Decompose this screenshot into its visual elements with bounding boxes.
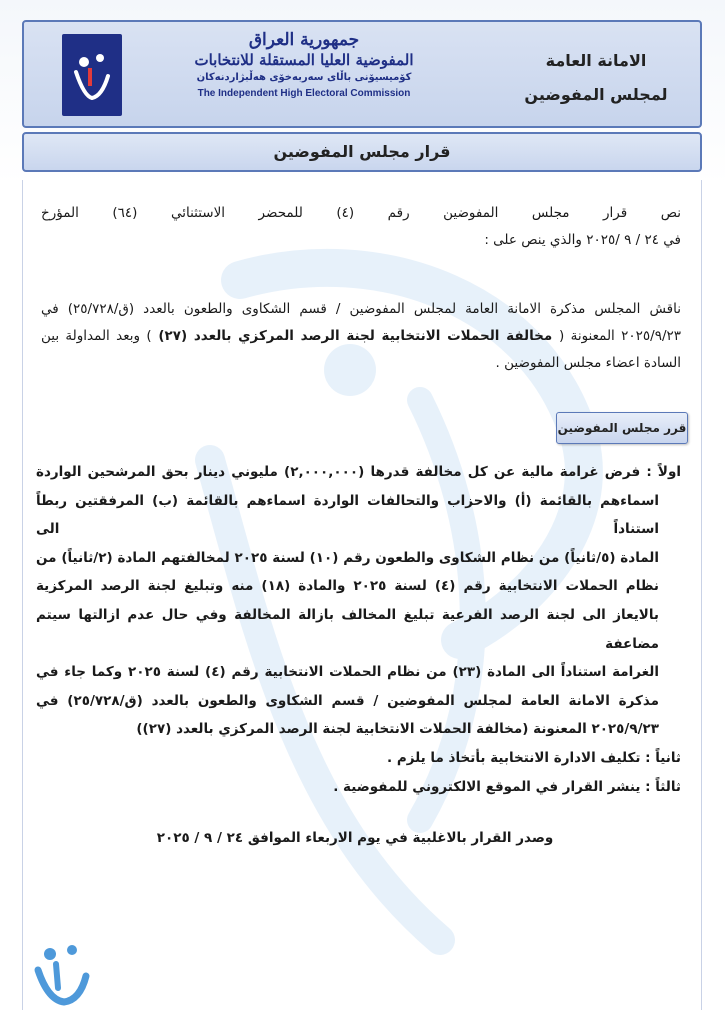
commission-emblem-icon — [62, 34, 122, 116]
item-first-line: الغرامة استناداً الى المادة (٢٣) من نظام الحملات الانتخابية رقم (٤) لسنة ٢٠٢٥ وكما جاء في — [36, 664, 659, 681]
commission-name — [134, 30, 474, 122]
item-first-line: مذكرة الامانة العامة لمجلس المفوضين / قسم الشكاوى والطعون بالعدد (ق/٢٥/٧٢٨) في — [36, 692, 660, 709]
country-name: جمهورية العراق — [248, 30, 360, 50]
decision-items — [36, 458, 681, 801]
paragraph-part2: ) وبعد المداولة بين السادة اعضاء مجلس المفوضين . — [41, 328, 681, 371]
commission-name-kurdish: كۆمیسیۆنی باڵای سەربەخۆی هەڵبژاردنەکان — [196, 72, 412, 83]
item-third: ثالثاً : ينشر القرار في الموقع الالكتروني للمفوضية . — [333, 778, 681, 795]
item-first-line: ٢٠٢٥/٩/٢٣ المعنونة (مخالفة الحملات الانتخابية لجنة الرصد المركزي بالعدد (٢٧)) — [136, 721, 659, 738]
secretariat-label — [516, 44, 676, 112]
commission-logo — [62, 34, 122, 116]
discussion-paragraph — [41, 296, 681, 377]
item-first-line: بالايعاز الى لجنة الرصد الفرعية تبليغ المخالف بازالة المخالفة وفي حال عدم ازالتها سيتم مضاعفة — [36, 606, 659, 652]
intro-text — [41, 200, 681, 254]
document-title: قرار مجلس المفوضين — [22, 132, 702, 172]
commission-name-english: The Independent High Electoral Commission — [197, 88, 411, 99]
item-first-line: اسماءهم بالقائمة (أ) والاحزاب والتحالفات الواردة اسماءهم بالقائمة (ب) المرفقتين ربطاً استناداً الى — [36, 492, 659, 538]
item-first-line: المادة (٥/ثانياً) من نظام الشكاوى والطعون رقم (١٠) لسنة ٢٠٢٥ لمخالفتهم المادة (٢/ثانياً) من — [36, 549, 660, 566]
decision-heading-box: قرر مجلس المفوضين — [556, 412, 688, 444]
paragraph-part1: ناقش المجلس مذكرة الامانة العامة لمجلس المفوضين / قسم الشكاوى والطعون بالعدد (ق/٢٥/٧٢٨) في ٢٠٢٥/٩/٢٣ المعنونة ( — [41, 301, 681, 344]
secretariat-line2: لمجلس المفوضين — [524, 85, 668, 104]
secretariat-line1: الامانة العامة — [545, 51, 647, 70]
intro-line2: في ٢٤ / ٩ /٢٠٢٥ والذي ينص على : — [484, 232, 681, 248]
item-first — [36, 458, 681, 744]
paragraph-subject: مخالفة الحملات الانتخابية لجنة الرصد المركزي بالعدد (٢٧) — [151, 328, 559, 344]
item-second: ثانياً : تكليف الادارة الانتخابية بأتخاذ ما يلزم . — [387, 749, 681, 766]
commission-name-arabic: المفوضية العليا المستقلة للانتخابات — [194, 51, 414, 69]
item-first-line: اولاً : فرض غرامة مالية عن كل مخالفة قدرها (٢,٠٠٠,٠٠٠) مليوني دينار بحق المرشحين الواردة — [36, 464, 681, 480]
item-first-line: نظام الحملات الانتخابية رقم (٤) لسنة ٢٠٢٥ والمادة (١٨) منه وتبليغ لجنة الرصد المركزية — [36, 578, 659, 595]
intro-line1: نص قرار مجلس المفوضين رقم (٤) للمحضر الاستثنائي (٦٤) المؤرخ — [41, 205, 681, 221]
letterhead — [22, 20, 702, 128]
closing-statement: وصدر القرار بالاغلبية في يوم الاربعاء الموافق ٢٤ / ٩ / ٢٠٢٥ — [156, 830, 554, 846]
